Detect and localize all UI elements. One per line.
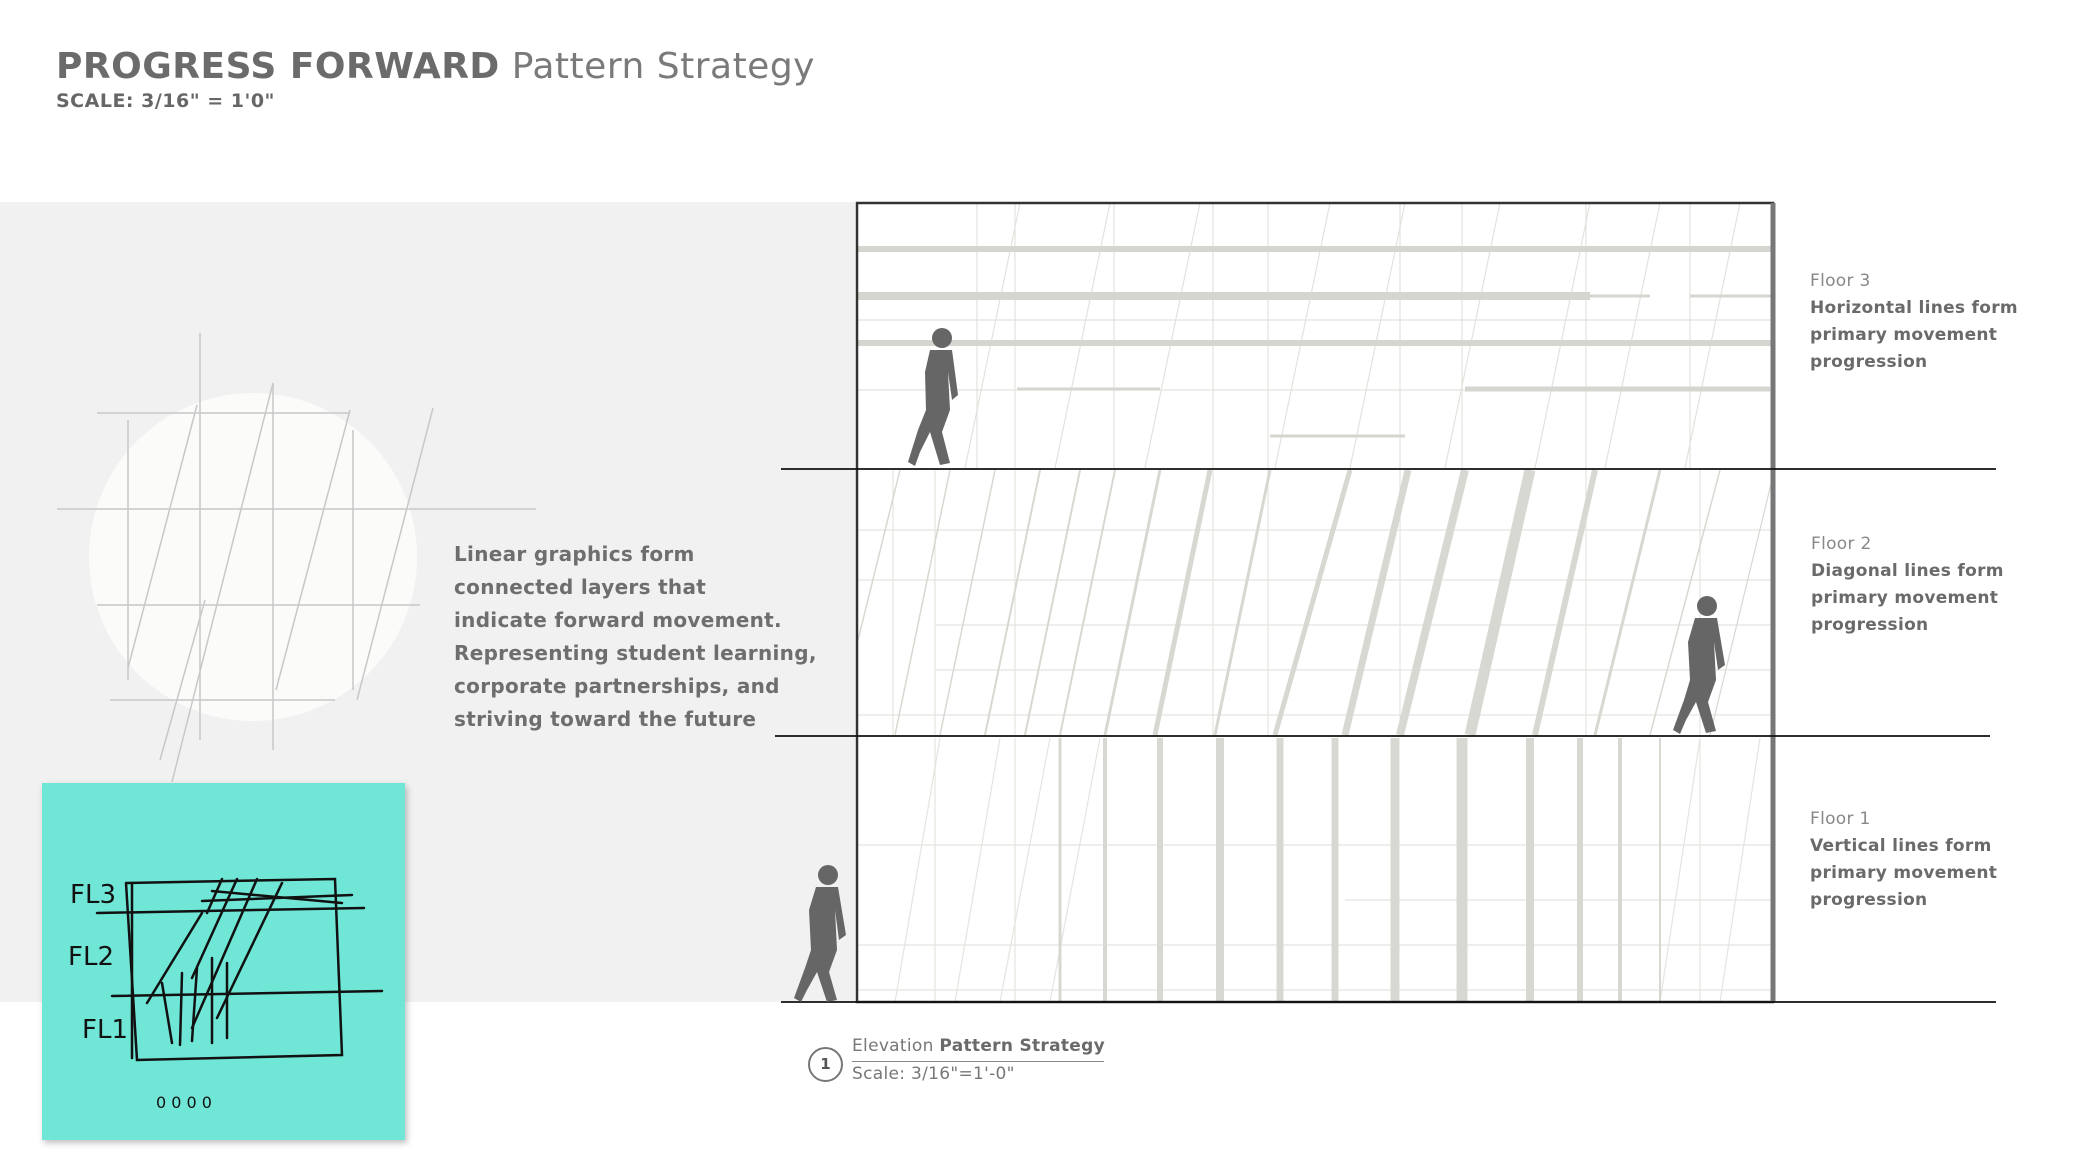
description-line: indicate forward movement. [454, 608, 782, 632]
description-line: corporate partnerships, and [454, 674, 780, 698]
floor2-desc-line: progression [1811, 615, 1929, 635]
title-bold: PROGRESS FORWARD [56, 46, 500, 87]
floor1-name: Floor 1 [1810, 809, 1871, 829]
floor3-desc-line: progression [1810, 352, 1928, 372]
description-line: Linear graphics form [454, 542, 695, 566]
floor2-desc-line: Diagonal lines form [1811, 561, 2004, 581]
floor2-label [1811, 531, 2004, 639]
floor3-desc-line: primary movement [1810, 325, 1998, 345]
floor3-desc-line: Horizontal lines form [1810, 298, 2018, 318]
elevation-number-badge: 1 [808, 1047, 843, 1082]
elevation-scale: Scale: 3/16"=1'-0" [852, 1064, 1015, 1084]
floor1-desc-line: primary movement [1810, 863, 1998, 883]
floor3-label [1810, 268, 2018, 376]
title-light: Pattern Strategy [511, 46, 815, 87]
description-line: Representing student learning, [454, 641, 817, 665]
description-text [454, 538, 817, 736]
elevation-label-bold: Pattern Strategy [939, 1036, 1105, 1056]
floor1-label [1810, 806, 1997, 914]
floor1-desc-line: progression [1810, 890, 1928, 910]
sketch-label-fl3: FL3 [70, 880, 116, 910]
description-line: striving toward the future [454, 707, 757, 731]
sketch-drawing [42, 783, 405, 1140]
elevation-label-light: Elevation [852, 1036, 934, 1056]
floor2-desc-line: primary movement [1811, 588, 1999, 608]
floor3-name: Floor 3 [1810, 271, 1871, 291]
sketch-label-fl2: FL2 [68, 942, 114, 972]
page-title [56, 46, 815, 87]
floor1-desc-line: Vertical lines form [1810, 836, 1992, 856]
page-scale: SCALE: 3/16" = 1'0" [56, 90, 275, 112]
floor2-name: Floor 2 [1811, 534, 1872, 554]
description-line: connected layers that [454, 575, 707, 599]
sketch-label-dots: 0 0 0 0 [156, 1093, 212, 1112]
elevation-caption-rule [852, 1061, 1104, 1062]
sketch-label-fl1: FL1 [82, 1015, 128, 1045]
sketch-sticky-note [42, 783, 405, 1140]
elevation-caption [852, 1036, 1105, 1056]
